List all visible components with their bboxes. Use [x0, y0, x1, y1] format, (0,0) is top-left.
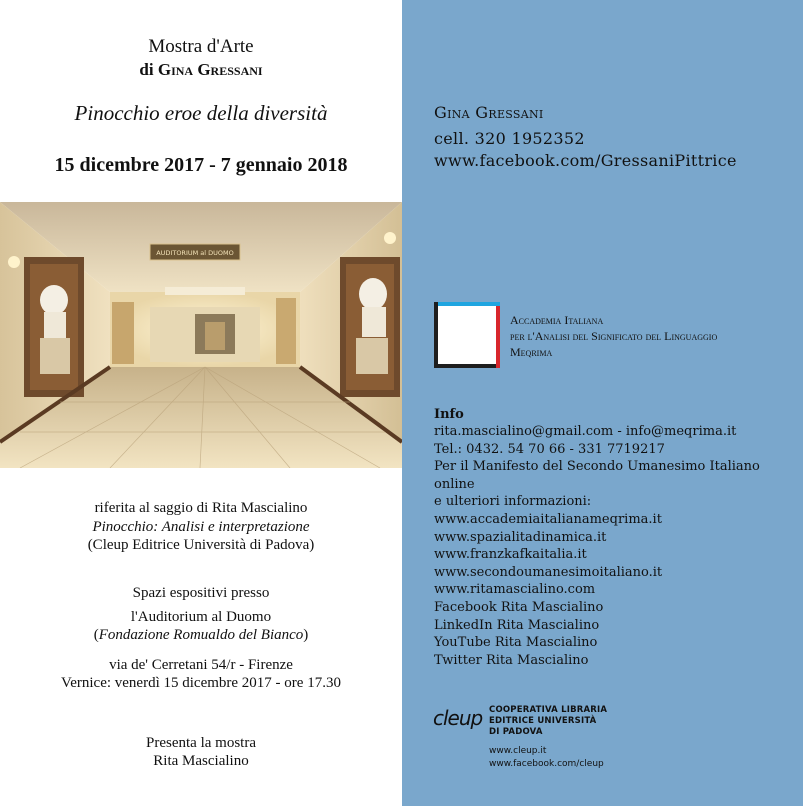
cleup-logo: cleup: [433, 706, 483, 730]
link-spazialita[interactable]: www.spazialitadinamica.it: [434, 529, 607, 545]
cleup-publisher-name: [489, 705, 607, 738]
academy-line-2: per l'Analisi del Significato del Linguaggio: [510, 329, 718, 343]
exhibition-dates: 15 dicembre 2017 - 7 gennaio 2018: [54, 154, 348, 176]
link-umanesimo[interactable]: www.secondoumanesimoitaliano.it: [434, 564, 663, 580]
cleup-facebook[interactable]: www.facebook.com/cleup: [489, 759, 604, 769]
publisher: (Cleup Editrice Università di Padova): [87, 537, 315, 553]
info-manifesto: Per il Manifesto del Secondo Umanesimo Italiano: [434, 459, 760, 475]
venue-address: via de' Cerretani 54/r - Firenze: [109, 657, 293, 673]
cleup-line-3: DI PADOVA: [489, 727, 543, 737]
link-facebook[interactable]: Facebook Rita Mascialino: [434, 599, 604, 615]
link-twitter[interactable]: Twitter Rita Mascialino: [434, 652, 589, 668]
facebook-link[interactable]: www.facebook.com/GressaniPittrice: [434, 151, 737, 170]
artist-name: Gina Gressani: [157, 60, 263, 79]
cleup-line-2: EDITRICE UNIVERSITÀ: [489, 716, 597, 726]
link-franzkafka[interactable]: www.franzkafkaitalia.it: [434, 547, 587, 563]
exhibition-subtitle: Pinocchio eroe della diversità: [74, 101, 328, 125]
info-list: [434, 423, 760, 669]
cleup-website[interactable]: www.cleup.it: [489, 746, 547, 756]
info-email[interactable]: rita.mascialino@gmail.com - info@meqrima.it: [434, 424, 737, 439]
link-linkedin[interactable]: LinkedIn Rita Mascialino: [434, 617, 600, 633]
presenter-label: Presenta la mostra: [146, 735, 256, 751]
link-youtube[interactable]: YouTube Rita Mascialino: [434, 635, 598, 651]
paren-close: ): [303, 627, 309, 643]
photo-sign-text: AUDITORIUM al DUOMO: [156, 249, 234, 257]
venue-name: l'Auditorium al Duomo: [130, 609, 272, 625]
paren-open: (: [93, 627, 99, 643]
academy-line-1: Accademia Italiana: [510, 313, 604, 327]
exhibition-title: Mostra d'Arte: [148, 36, 254, 57]
academy-name: [510, 312, 717, 360]
academy-logo: [434, 302, 500, 368]
info-more: e ulteriori informazioni:: [434, 494, 592, 510]
foundation-name: [0, 626, 402, 644]
spaces-label: Spazi espositivi presso: [132, 585, 270, 601]
presenter-name: Rita Mascialino: [153, 753, 249, 769]
academy-line-3: Meqrima: [510, 345, 553, 359]
artist-byline: [0, 60, 402, 80]
auditorium-photo: [0, 202, 402, 468]
book-title: Pinocchio: Analisi e interpretazione: [92, 519, 310, 535]
foundation-text: Fondazione Romualdo del Bianco: [98, 627, 304, 643]
essay-reference: riferita al saggio di Rita Mascialino: [94, 500, 308, 516]
contact-cell: cell. 320 1952352: [434, 129, 585, 148]
contact-name: Gina Gressani: [434, 103, 544, 122]
info-heading: Info: [434, 407, 464, 422]
opening-time: Vernice: venerdì 15 dicembre 2017 - ore 17.30: [61, 675, 341, 691]
cleup-links: [489, 745, 604, 771]
link-ritamascialino[interactable]: www.ritamascialino.com: [434, 582, 596, 598]
byline-prefix: di: [139, 60, 154, 79]
info-online: online: [434, 476, 475, 492]
cleup-line-1: COOPERATIVA LIBRARIA: [489, 705, 608, 715]
link-accademia[interactable]: www.accademiaitalianameqrima.it: [434, 511, 662, 527]
info-phone: Tel.: 0432. 54 70 66 - 331 7719217: [434, 441, 665, 457]
